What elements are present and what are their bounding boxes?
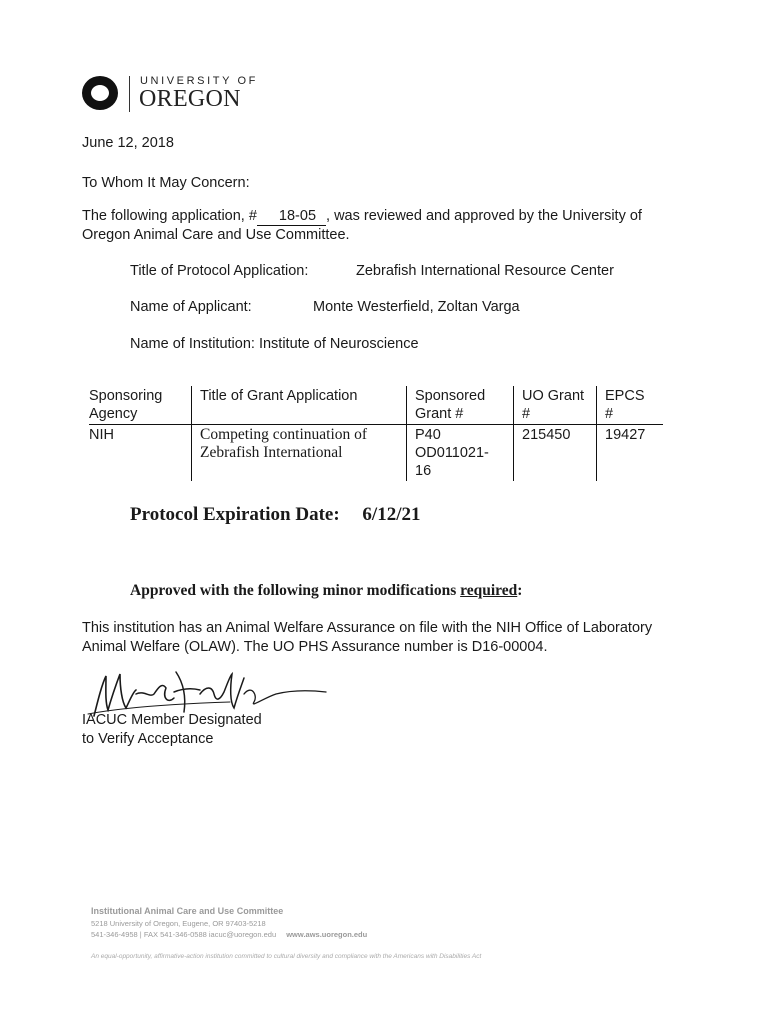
logo-line1: UNIVERSITY OF: [140, 75, 258, 87]
header-agency-l2: Agency: [89, 406, 138, 422]
cell-sponsored-grant: [407, 425, 514, 482]
table-header-row: [89, 386, 663, 425]
header-epcs: [597, 386, 664, 425]
logo-line2: OREGON: [139, 86, 241, 112]
footer-contact: 541-346-4958 | FAX 541-346-0588 iacuc@uoregon.edu: [91, 930, 277, 939]
footer-note: An equal-opportunity, affirmative-action institution committed to cultural diversity and compliance with the Americans with Disabilities Act: [91, 953, 482, 960]
footer-website: www.aws.uoregon.edu: [286, 930, 368, 939]
grant-table: [89, 386, 663, 481]
header-epcs-l1: EPCS: [605, 388, 645, 404]
institution-line: [130, 335, 419, 353]
cell-title-l2: Zebrafish International: [200, 444, 343, 461]
o-mark-icon: [82, 76, 118, 110]
cell-epcs: 19427: [597, 425, 664, 482]
header-uo-l2: #: [522, 406, 531, 422]
protocol-title-label: Title of Protocol Application:: [130, 263, 309, 279]
expiration-line: [130, 503, 420, 527]
header-agency-l1: Sponsoring: [89, 388, 163, 404]
cell-title-l1: Competing continuation of: [200, 426, 368, 443]
intro-suffix: , was reviewed and approved by the University of: [326, 208, 642, 224]
cell-sponsored-l2: OD011021-16: [415, 445, 489, 479]
header-uo-l1: UO Grant: [522, 388, 585, 404]
header-epcs-l2: #: [605, 406, 614, 422]
table-row: [89, 425, 663, 482]
logo-divider: [129, 76, 130, 112]
intro-line2: Oregon Animal Care and Use Committee.: [82, 227, 350, 243]
modifications-line: [130, 582, 522, 600]
footer-contact-line: [91, 930, 367, 939]
modifications-required: required: [460, 582, 518, 599]
footer-title: Institutional Animal Care and Use Committee: [91, 906, 284, 916]
header-sponsored-l2: Grant #: [415, 406, 464, 422]
header-sponsored-l1: Sponsored: [415, 388, 486, 404]
signature-line1: IACUC Member Designated: [82, 712, 262, 728]
header-sponsored-grant: [407, 386, 514, 425]
cell-sponsored-l1: P40: [415, 427, 441, 443]
signature-line2: to Verify Acceptance: [82, 731, 214, 747]
cell-agency: NIH: [89, 427, 114, 443]
assurance-line2: Animal Welfare (OLAW). The UO PHS Assurance number is D16-00004.: [82, 639, 548, 655]
institution-value: Institute of Neuroscience: [258, 336, 419, 352]
university-logo: [82, 72, 282, 116]
modifications-suffix: :: [517, 582, 523, 599]
intro-prefix: The following application, #: [82, 208, 257, 224]
modifications-prefix: Approved with the following minor modifications: [130, 582, 461, 599]
header-uo-grant: [514, 386, 597, 425]
application-number: 18-05: [257, 207, 326, 226]
header-title-text: Title of Grant Application: [200, 388, 358, 404]
applicant-value: Monte Westerfield, Zoltan Varga: [313, 299, 520, 315]
footer-address: 5218 University of Oregon, Eugene, OR 97403-5218: [91, 919, 266, 928]
intro-line1: [82, 207, 642, 226]
header-grant-title: [192, 386, 407, 425]
expiration-value: 6/12/21: [362, 504, 421, 525]
salutation: To Whom It May Concern:: [82, 175, 250, 191]
institution-label: Name of Institution:: [130, 336, 255, 352]
cell-uo-grant: 215450: [514, 425, 597, 482]
expiration-label: Protocol Expiration Date:: [130, 504, 340, 525]
cell-grant-title: [192, 425, 407, 482]
letter-date: June 12, 2018: [82, 135, 174, 151]
protocol-title-value: Zebrafish International Resource Center: [356, 263, 614, 279]
applicant-label: Name of Applicant:: [130, 299, 252, 315]
header-sponsoring-agency: [89, 386, 192, 425]
assurance-line1: This institution has an Animal Welfare Assurance on file with the NIH Office of Laboratory: [82, 620, 653, 636]
